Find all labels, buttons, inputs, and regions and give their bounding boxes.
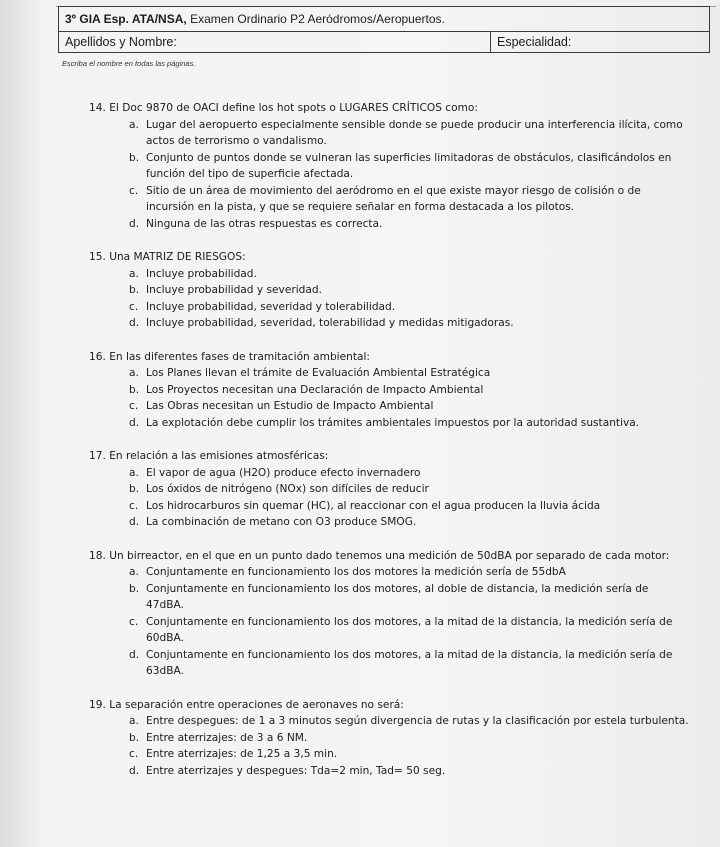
option-letter: d. — [129, 516, 140, 528]
option-letter: b. — [129, 284, 140, 296]
question-text: 18. Un birreactor, en el que en un punto dado tenemos una medición de 50dBA por separado de cada motor: — [89, 549, 670, 562]
answer-option — [89, 315, 689, 332]
option-text: Incluye probabilidad. — [146, 267, 257, 280]
option-text: Conjuntamente en funcionamiento los dos motores la medición sería de 55dbA — [146, 566, 566, 578]
option-letter: a. — [129, 267, 139, 280]
question — [89, 697, 689, 780]
option-text: Conjuntamente en funcionamiento los dos motores, a la mitad de la distancia, la medición sería de 63dBA. — [146, 648, 673, 677]
option-text: Los óxidos de nitrógeno (NOx) son difíciles de reducir — [146, 483, 429, 495]
option-text: El vapor de agua (H2O) produce efecto invernadero — [146, 466, 421, 479]
option-text: Conjuntamente en funcionamiento los dos motores, a la mitad de la distancia, la medición sería de 60dBA. — [146, 615, 673, 644]
answer-option — [89, 730, 689, 747]
option-letter: d. — [129, 648, 140, 661]
answer-option — [89, 398, 689, 415]
specialty-field: Especialidad: — [491, 32, 710, 53]
question — [89, 548, 689, 680]
option-letter: c. — [129, 748, 139, 760]
answer-option — [89, 266, 689, 283]
option-letter: d. — [129, 764, 140, 777]
question-list — [89, 100, 689, 796]
option-letter: b. — [129, 582, 140, 595]
option-text: Incluye probabilidad y severidad. — [146, 284, 322, 296]
answer-option — [89, 514, 689, 531]
option-text: Ninguna de las otras respuestas es correcta. — [146, 217, 383, 230]
option-text: Los Proyectos necesitan una Declaración de Impacto Ambiental — [146, 383, 484, 396]
option-letter: d. — [129, 317, 140, 329]
question-text: 19. La separación entre operaciones de aeronaves no será: — [89, 698, 404, 711]
option-letter: c. — [129, 400, 139, 412]
answer-option — [89, 282, 689, 299]
name-hint: Escriba el nombre en todas las páginas. — [62, 59, 196, 68]
answer-option — [89, 299, 689, 316]
option-letter: a. — [129, 367, 139, 379]
answer-option — [89, 382, 689, 399]
option-text: Lugar del aeropuerto especialmente sensible donde se puede producir una interferencia ilícita, como actos de terrorismo o vandalismo. — [146, 118, 683, 147]
question-text: 14. El Doc 9870 de OACI define los hot spots o LUGARES CRÍTICOS como: — [89, 102, 478, 114]
option-letter: b. — [129, 731, 140, 744]
option-letter: c. — [129, 300, 139, 313]
option-letter: b. — [129, 151, 140, 164]
option-letter: c. — [129, 499, 139, 512]
option-text: La explotación debe cumplir los trámites ambientales impuestos por la autoridad sustantiva. — [146, 416, 640, 429]
option-text: Conjuntamente en funcionamiento los dos motores, al doble de distancia, la medición sería de 47dBA. — [146, 582, 649, 611]
option-text: La combinación de metano con O3 produce SMOG. — [146, 516, 417, 528]
option-text: Entre aterrizajes: de 1,25 a 3,5 min. — [146, 748, 338, 760]
question-text: 16. En las diferentes fases de tramitación ambiental: — [89, 350, 371, 363]
option-letter: a. — [129, 118, 139, 131]
answer-option — [89, 216, 689, 233]
answer-option — [89, 564, 689, 581]
exam-title: 3º GIA Esp. ATA/NSA, Examen Ordinario P2 Aeródromos/Aeropuertos. — [59, 7, 710, 32]
option-letter: c. — [129, 184, 139, 197]
option-text: Entre aterrizajes y despegues: Tda=2 min, Tad= 50 seg. — [146, 764, 446, 777]
exam-header — [58, 6, 710, 53]
name-field: Apellidos y Nombre: — [59, 32, 491, 53]
answer-option — [89, 117, 689, 150]
answer-option — [89, 183, 689, 216]
answer-option — [89, 498, 689, 515]
option-text: Incluye probabilidad, severidad, tolerabilidad y medidas mitigadoras. — [146, 317, 514, 329]
option-text: Incluye probabilidad, severidad y tolerabilidad. — [146, 300, 396, 313]
option-text: Las Obras necesitan un Estudio de Impacto Ambiental — [146, 400, 434, 412]
answer-option — [89, 581, 689, 614]
option-letter: a. — [129, 566, 139, 578]
answer-option — [89, 746, 689, 763]
option-letter: d. — [129, 416, 140, 429]
option-text: Entre despegues: de 1 a 3 minutos según divergencia de rutas y la clasificación por estela turbulenta. — [146, 715, 689, 727]
question — [89, 448, 689, 531]
answer-option — [89, 713, 689, 730]
answer-option — [89, 481, 689, 498]
answer-option — [89, 763, 689, 780]
answer-option — [89, 415, 689, 432]
option-letter: a. — [129, 466, 139, 479]
option-text: Los Planes llevan el trámite de Evaluación Ambiental Estratégica — [146, 367, 491, 379]
option-letter: b. — [129, 383, 140, 396]
question — [89, 100, 689, 232]
option-text: Los hidrocarburos sin quemar (HC), al reaccionar con el agua producen la lluvia ácida — [146, 499, 601, 512]
question-text: 15. Una MATRIZ DE RIESGOS: — [89, 251, 246, 263]
option-text: Entre aterrizajes: de 3 a 6 NM. — [146, 731, 308, 744]
option-text: Sitio de un área de movimiento del aeródromo en el que existe mayor riesgo de colisión o de incursión en la pista, y que se requiere señalar en forma destacada a los pilotos. — [146, 184, 641, 213]
answer-option — [89, 465, 689, 482]
option-letter: c. — [129, 615, 139, 628]
question — [89, 349, 689, 432]
answer-option — [89, 614, 689, 647]
answer-option — [89, 150, 689, 183]
option-letter: b. — [129, 483, 140, 495]
option-text: Conjunto de puntos donde se vulneran las superficies limitadoras de obstáculos, clasificándolos en función del tipo de superficie afectada. — [146, 151, 672, 180]
question-text: 17. En relación a las emisiones atmosféricas: — [89, 450, 329, 462]
answer-option — [89, 365, 689, 382]
option-letter: d. — [129, 217, 140, 230]
question — [89, 249, 689, 332]
option-letter: a. — [129, 715, 139, 727]
answer-option — [89, 647, 689, 680]
